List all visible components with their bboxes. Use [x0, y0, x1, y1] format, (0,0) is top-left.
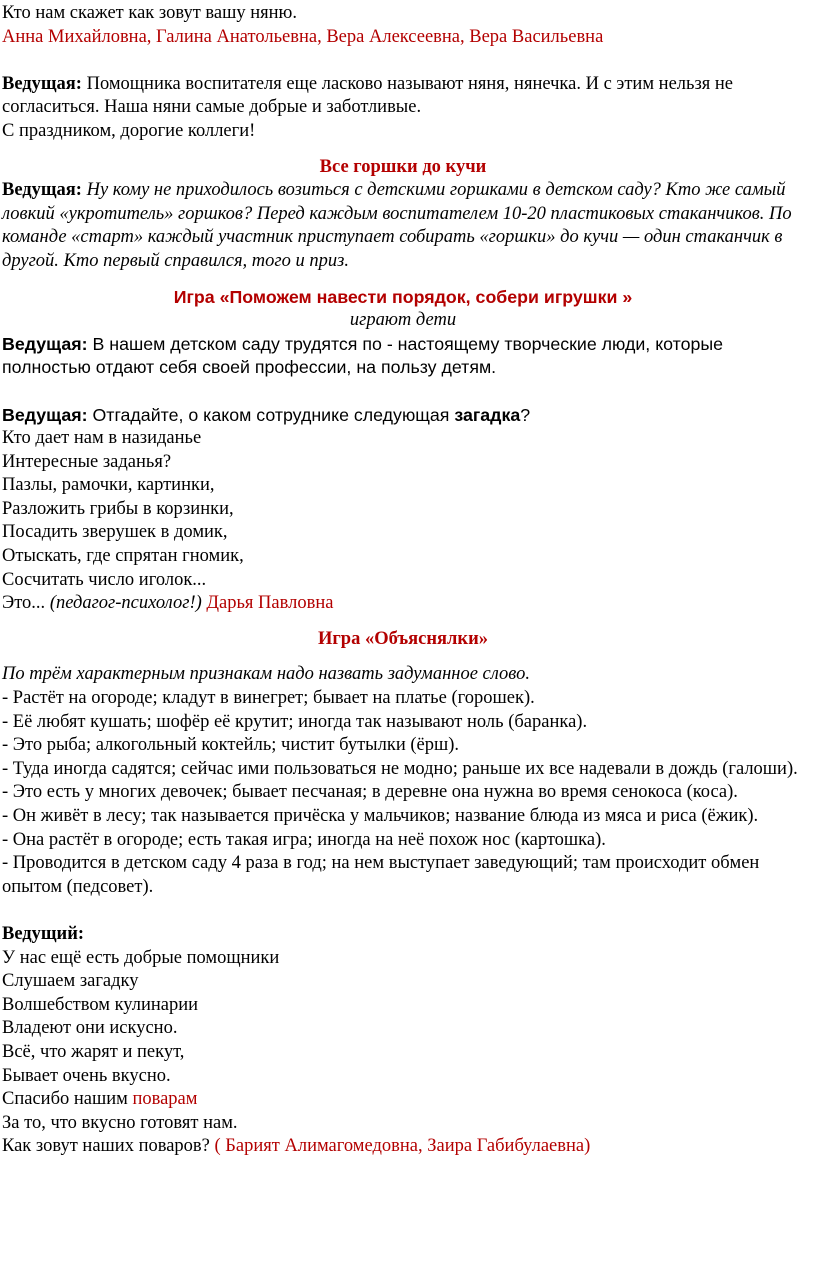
list-item: - Это есть у многих девочек; бывает песчаная; в деревне она нужна во время сенокоса (коса).: [2, 782, 738, 803]
paragraph-text: Помощника воспитателя еще ласково называют няня, нянечка. И с этим нельзя не согласиться. Наша няни самые добрые и заботливые.: [2, 73, 734, 118]
cooks-names: ( Барият Алимагомедовна, Заира Габибулаевна): [214, 1136, 591, 1157]
game-title-potties: Все горшки до кучи: [319, 156, 487, 177]
host-paragraph-staff: [2, 333, 804, 380]
intro-question: Кто нам скажет как зовут вашу няню.: [2, 3, 298, 23]
speaker-label: Ведущая:: [2, 180, 82, 201]
game-title-toys: Игра «Поможем навести порядок, собери игрушки »: [173, 286, 633, 307]
list-item: - Её любят кушать; шофёр её крутит; иногда так называют ноль (баранка).: [2, 711, 588, 732]
riddle-line: Волшебством кулинарии: [2, 994, 199, 1015]
riddle-line: Посадить зверушек в домик,: [2, 522, 228, 543]
list-item: - Растёт на огороде; кладут в винегрет; бывает на платье (горошек).: [2, 688, 535, 709]
list-item: - Это рыба; алкогольный коктейль; чистит бутылки (ёрш).: [2, 735, 459, 756]
game-subtitle: играют дети: [349, 310, 457, 331]
spacer: [2, 651, 804, 663]
thanks-lead: Спасибо нашим: [2, 1089, 133, 1110]
paragraph-text: В нашем детском саду трудятся по - настоящему творческие люди, которые полностью отдают себя своей профессии, на пользу детям.: [2, 333, 724, 378]
riddle-mark: ?: [520, 404, 531, 425]
riddle-intro: [2, 404, 804, 428]
speaker-label: Ведущая:: [2, 404, 88, 425]
greeting: С праздником, дорогие коллеги!: [2, 120, 256, 141]
thanks-word: поварам: [132, 1089, 198, 1110]
answer-name: Дарья Павловна: [201, 593, 334, 614]
riddle-keyword: загадка: [454, 404, 521, 425]
riddle-line: Владеют они искусно.: [2, 1018, 178, 1039]
list-item: - Она растёт в огороде; есть такая игра; иногда на неё похож нос (картошка).: [2, 829, 606, 850]
nanny-names: Анна Михайловна, Галина Анатольевна, Вера Алексеевна, Вера Васильевна: [2, 26, 604, 47]
game-title-explainers: Игра «Объяснялки»: [317, 628, 488, 649]
spacer: [2, 899, 804, 923]
list-item: - Проводится в детском саду 4 раза в год; на нем выступает заведующий; там происходит обмен опытом (педсовет).: [2, 853, 760, 897]
spacer: [2, 380, 804, 404]
host-paragraph-potties: [2, 179, 804, 273]
riddle-line: Интересные заданья?: [2, 451, 172, 472]
riddle-line: Отыскать, где спрятан гномик,: [2, 546, 244, 567]
riddle-line: Бывает очень вкусно.: [2, 1065, 171, 1086]
riddle-lead: Отгадайте, о каком сотруднике следующая: [87, 404, 455, 425]
spacer: [2, 274, 804, 286]
host-paragraph-nannies: [2, 73, 804, 120]
list-item: - Туда иногда садятся; сейчас ими пользоваться не модно; раньше их все надевали в дождь (галоши).: [2, 758, 798, 779]
answer-lead: Это...: [2, 593, 50, 614]
spacer: [2, 144, 804, 156]
riddle-line: Пазлы, рамочки, картинки,: [2, 475, 215, 496]
riddle-answer: [2, 592, 804, 616]
riddle-line: Всё, что жарят и пекут,: [2, 1041, 185, 1062]
cooks-question: [2, 1135, 804, 1159]
riddle-line: Сосчитать число иголок...: [2, 569, 207, 590]
riddle-line: Слушаем загадку: [2, 971, 139, 992]
thanks-line: [2, 1088, 804, 1112]
riddle-line: Разложить грибы в корзинки,: [2, 498, 234, 519]
speaker-label: Ведущая:: [2, 73, 82, 94]
riddle-line: За то, что вкусно готовят нам.: [2, 1112, 238, 1133]
speaker-label: Ведущая:: [2, 333, 88, 354]
spacer: [2, 616, 804, 628]
speaker-label: Ведущий:: [2, 923, 85, 944]
list-item: - Он живёт в лесу; так называется причёска у мальчиков; название блюда из мяса и риса (ёжик).: [2, 806, 759, 826]
paragraph-text: Ну кому не приходилось возиться с детскими горшками в детском саду? Кто же самый ловкий «укротитель» горшков? Перед каждым воспитателем 10-20 пластиковых стаканчиков. По команде «старт» каждый участник приступает собирать «горшки» до кучи — один стаканчик в другой. Кто первый справился, того и приз.: [2, 180, 792, 271]
answer-role: (педагог-психолог!): [49, 593, 202, 614]
riddle-line: У нас ещё есть добрые помощники: [2, 947, 280, 968]
game-instruction: По трём характерным признакам надо назвать задуманное слово.: [2, 664, 530, 685]
question-text: Как зовут наших поваров?: [2, 1136, 215, 1157]
riddle-line: Кто дает нам в назиданье: [2, 428, 202, 449]
spacer: [2, 49, 804, 73]
